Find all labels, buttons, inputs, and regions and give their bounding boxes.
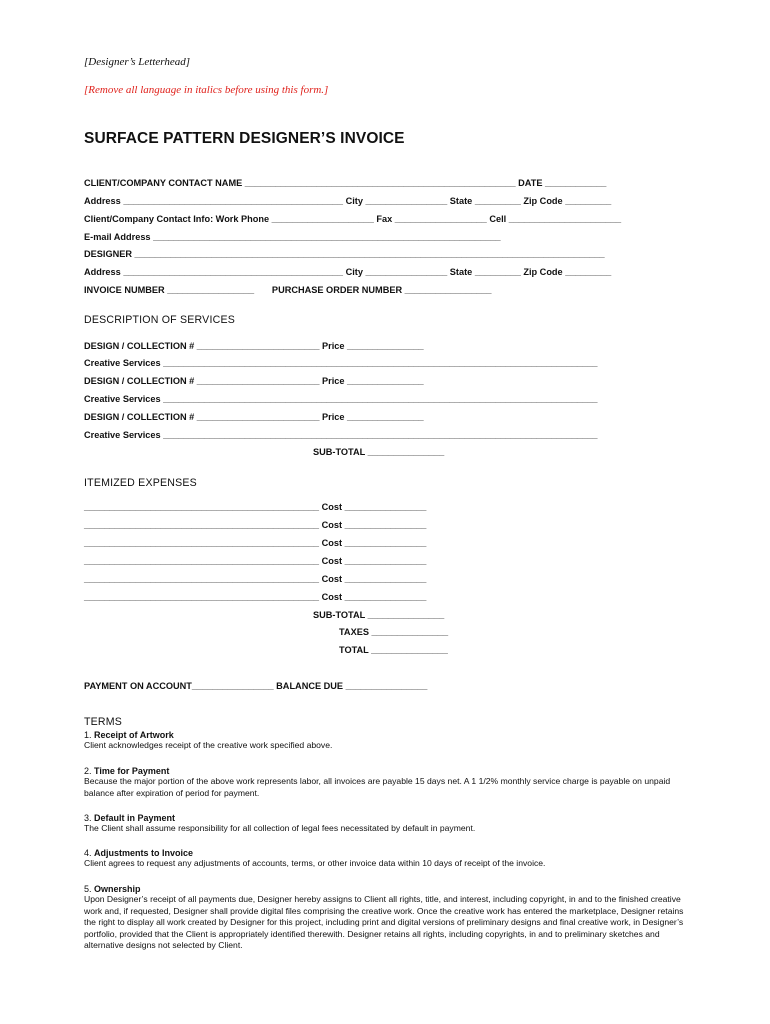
term-default-in-payment — [84, 813, 699, 835]
letterhead-placeholder: [Designer’s Letterhead] — [84, 56, 191, 68]
term-text: Because the major portion of the above work represents labor, all invoices are payable 15 days net. A 1 1/2% monthly service charge is payable on unpaid balance after expiration of period for payment. — [84, 776, 671, 798]
expenses-heading: ITEMIZED EXPENSES — [84, 477, 197, 489]
term-text: Client agrees to request any adjustments of accounts, terms, or other invoice data within 10 days of receipt of the invoice. — [84, 858, 546, 868]
term-title: Adjustments to Invoice — [94, 848, 194, 858]
term-number: 2. — [84, 766, 92, 776]
total-line[interactable]: TOTAL _______________ — [339, 645, 448, 655]
expense-cost-line[interactable]: ______________________________________________ Cost ________________ — [84, 502, 427, 512]
term-title: Ownership — [94, 884, 141, 894]
creative-services-line[interactable]: Creative Services _____________________________________________________________________________________ — [84, 430, 598, 440]
client-contact-name-line[interactable]: CLIENT/COMPANY CONTACT NAME _____________________________________________________ DATE ____________ — [84, 178, 607, 188]
design-collection-line[interactable]: DESIGN / COLLECTION # ________________________ Price _______________ — [84, 341, 424, 351]
expense-cost-line[interactable]: ______________________________________________ Cost ________________ — [84, 592, 427, 602]
page-title: SURFACE PATTERN DESIGNER’S INVOICE — [84, 130, 405, 147]
expense-cost-line[interactable]: ______________________________________________ Cost ________________ — [84, 556, 427, 566]
email-address-line[interactable]: E-mail Address ____________________________________________________________________ — [84, 232, 501, 242]
term-text: The Client shall assume responsibility for all collection of legal fees necessitated by default in payment. — [84, 823, 476, 833]
services-heading: DESCRIPTION OF SERVICES — [84, 314, 235, 326]
taxes-line[interactable]: TAXES _______________ — [339, 627, 449, 637]
term-number: 5. — [84, 884, 92, 894]
remove-italics-note: [Remove all language in italics before using this form.] — [84, 84, 329, 96]
client-contact-info-line[interactable]: Client/Company Contact Info: Work Phone ____________________ Fax __________________ Cell ______________________ — [84, 214, 622, 224]
term-title: Time for Payment — [94, 766, 170, 776]
creative-services-line[interactable]: Creative Services _____________________________________________________________________________________ — [84, 358, 598, 368]
terms-heading: TERMS — [84, 716, 123, 728]
term-text: Client acknowledges receipt of the creative work specified above. — [84, 740, 333, 750]
term-title: Receipt of Artwork — [94, 730, 174, 740]
term-receipt-of-artwork — [84, 730, 699, 752]
designer-address-line[interactable]: Address ___________________________________________ City ________________ State _________ Zip Code _________ — [84, 267, 612, 277]
term-number: 4. — [84, 848, 92, 858]
term-adjustments-to-invoice — [84, 848, 699, 870]
expense-cost-line[interactable]: ______________________________________________ Cost ________________ — [84, 574, 427, 584]
term-number: 3. — [84, 813, 92, 823]
expenses-subtotal-line[interactable]: SUB-TOTAL _______________ — [313, 610, 445, 620]
invoice-po-number-line[interactable]: INVOICE NUMBER _________________ PURCHASE ORDER NUMBER _________________ — [84, 285, 492, 295]
client-address-line[interactable]: Address ___________________________________________ City ________________ State _________ Zip Code _________ — [84, 196, 612, 206]
payment-balance-line[interactable]: PAYMENT ON ACCOUNT________________ BALANCE DUE ________________ — [84, 681, 428, 691]
design-collection-line[interactable]: DESIGN / COLLECTION # ________________________ Price _______________ — [84, 376, 424, 386]
designer-line[interactable]: DESIGNER ____________________________________________________________________________________________ — [84, 249, 605, 259]
term-title: Default in Payment — [94, 813, 176, 823]
term-number: 1. — [84, 730, 92, 740]
term-ownership — [84, 884, 696, 952]
design-collection-line[interactable]: DESIGN / COLLECTION # ________________________ Price _______________ — [84, 412, 424, 422]
services-subtotal-line[interactable]: SUB-TOTAL _______________ — [313, 447, 445, 457]
creative-services-line[interactable]: Creative Services _____________________________________________________________________________________ — [84, 394, 598, 404]
term-text: Upon Designer’s receipt of all payments due, Designer hereby assigns to Client all rights, title, and interest, including copyright, in and to the finished creative work and, if requested, Designer shall provide digital files comprising the creative work. Once the creative work has entered the marketplace, Designer retains the right to display all work created by Designer for this project, including print and digital versions of preliminary designs and final creative work, in Designer’s portfolio, provided that the Client is appropriately identified therewith. Designer retains all rights, including copyrights, in and to preliminary sketches and alternative designs not selected by Client. — [84, 894, 684, 951]
term-time-for-payment — [84, 766, 699, 799]
expense-cost-line[interactable]: ______________________________________________ Cost ________________ — [84, 538, 427, 548]
expense-cost-line[interactable]: ______________________________________________ Cost ________________ — [84, 520, 427, 530]
